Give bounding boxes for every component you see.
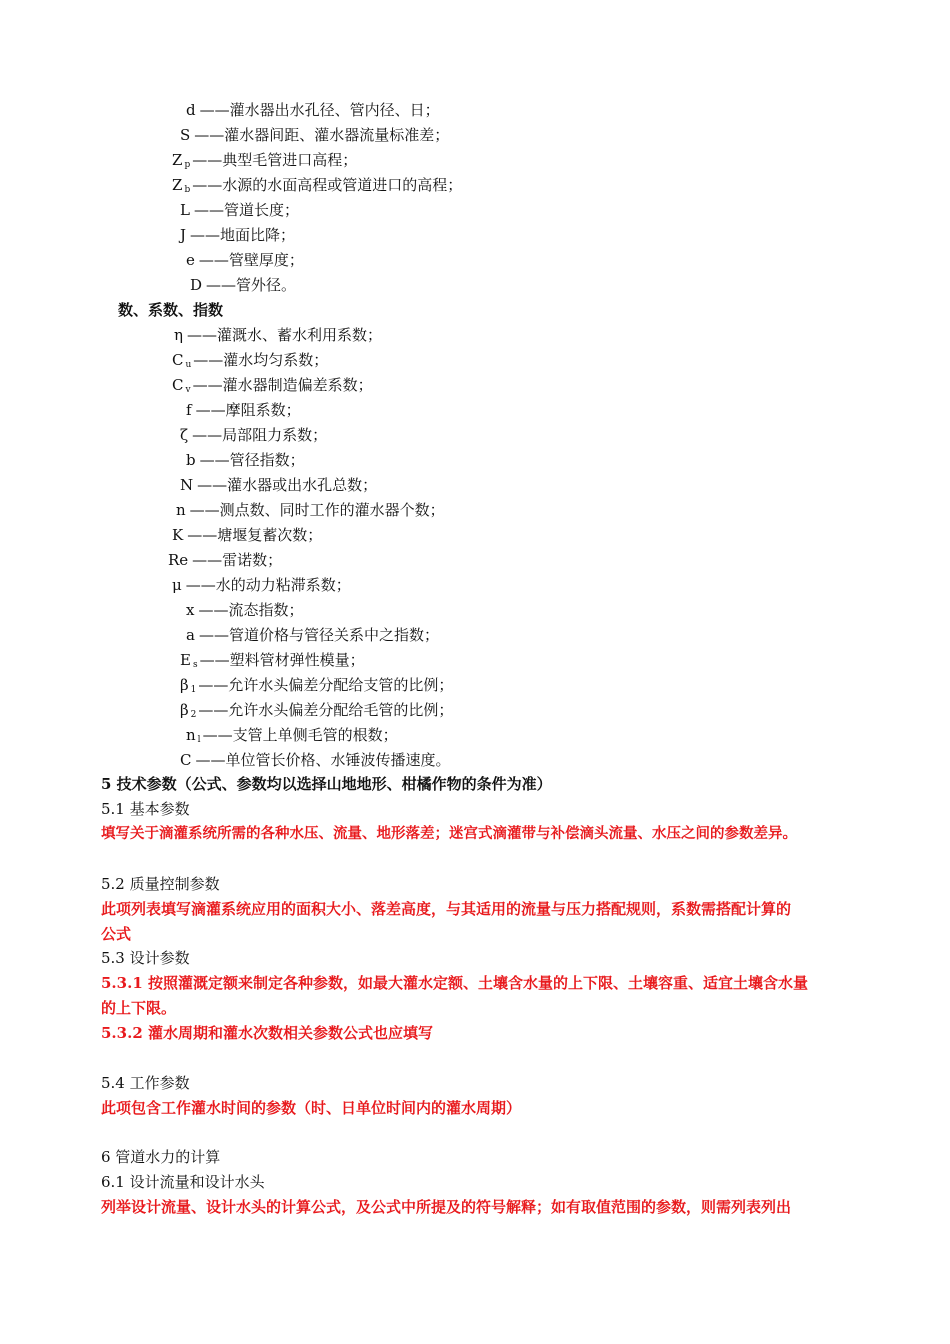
symbol-line: Z $_p$ ——典型毛管进口高程； xyxy=(172,151,358,170)
symbol-line: E $_s$ ——塑料管材弹性模量； xyxy=(180,651,365,670)
symbol-line: S ——灌水器间距、灌水器流量标准差； xyxy=(180,126,450,144)
section-5-3-1-note-cont: 的上下限。 xyxy=(101,999,177,1017)
symbol-line: ζ ——局部阻力系数； xyxy=(180,426,328,444)
section-5-1-note: 填写关于滴灌系统所需的各种水压、流量、地形落差；迷宫式滴灌带与补偿滴头流量、水压之间的参数差异。 xyxy=(101,825,797,842)
section-5-3-2-note: 5.3.2 灌水周期和灌水次数相关参数公式也应填写 xyxy=(101,1024,433,1042)
symbol-line: N ——灌水器或出水孔总数； xyxy=(180,476,378,494)
symbol-line: n $_l$ ——支管上单侧毛管的根数； xyxy=(186,726,398,745)
symbol-line: D ——管外径。 xyxy=(190,276,297,294)
symbol-line: Z $_b$ ——水源的水面高程或管道进口的高程； xyxy=(172,176,463,195)
symbol-line: J ——地面比降； xyxy=(180,226,296,244)
symbol-line: e ——管壁厚度； xyxy=(186,251,304,269)
section-heading: 数、系数、指数 xyxy=(118,301,224,319)
symbol-line: β $_1$ ——允许水头偏差分配给支管的比例； xyxy=(180,676,454,695)
section-5-4-title: 5.4 工作参数 xyxy=(101,1074,190,1092)
section-5-2-note-cont: 公式 xyxy=(101,925,132,943)
symbol-line: β $_2$ ——允许水头偏差分配给毛管的比例； xyxy=(180,701,454,720)
symbol-line: K ——塘堰复蓄次数； xyxy=(172,526,323,544)
symbol-line: η ——灌溉水、蓄水利用系数； xyxy=(174,326,383,344)
symbol-line: a ——管道价格与管径关系中之指数； xyxy=(186,626,439,644)
section-6-1-note: 列举设计流量、设计水头的计算公式，及公式中所提及的符号解释；如有取值范围的参数，则需列表列出 xyxy=(101,1198,792,1216)
section-5-2-title: 5.2 质量控制参数 xyxy=(101,875,220,893)
section-6-1-title: 6.1 设计流量和设计水头 xyxy=(101,1173,265,1191)
section-5-3-title: 5.3 设计参数 xyxy=(101,949,190,967)
symbol-line: x ——流态指数； xyxy=(186,601,304,619)
symbol-line: μ ——水的动力粘滞系数； xyxy=(172,576,351,594)
symbol-line: f ——摩阻系数； xyxy=(186,401,301,419)
symbol-line: d ——灌水器出水孔径、管内径、日； xyxy=(186,101,440,119)
section-5-3-1-note: 5.3.1 按照灌溉定额来制定各种参数，如最大灌水定额、土壤含水量的上下限、土壤容重、适宜土壤含水量 xyxy=(101,974,808,992)
symbol-line: L ——管道长度； xyxy=(180,201,299,219)
section-5-1-title: 5.1 基本参数 xyxy=(101,800,190,818)
section-5-2-note: 此项列表填写滴灌系统应用的面积大小、落差高度，与其适用的流量与压力搭配规则，系数需搭配计算的 xyxy=(101,900,792,918)
section-6-title: 6 管道水力的计算 xyxy=(101,1148,221,1166)
symbol-line: C $_u$ ——灌水均匀系数； xyxy=(172,351,329,370)
symbol-line: C ——单位管长价格、水锤波传播速度。 xyxy=(180,751,451,769)
symbol-line: n ——测点数、同时工作的灌水器个数； xyxy=(176,501,445,519)
section-5-4-note: 此项包含工作灌水时间的参数（时、日单位时间内的灌水周期） xyxy=(101,1099,522,1117)
section-5-title: 5 技术参数（公式、参数均以选择山地地形、柑橘作物的条件为准） xyxy=(101,775,552,793)
symbol-line: Re ——雷诺数； xyxy=(168,551,283,569)
symbol-line: b ——管径指数； xyxy=(186,451,305,469)
symbol-line: C $_v$ ——灌水器制造偏差系数； xyxy=(172,376,373,395)
